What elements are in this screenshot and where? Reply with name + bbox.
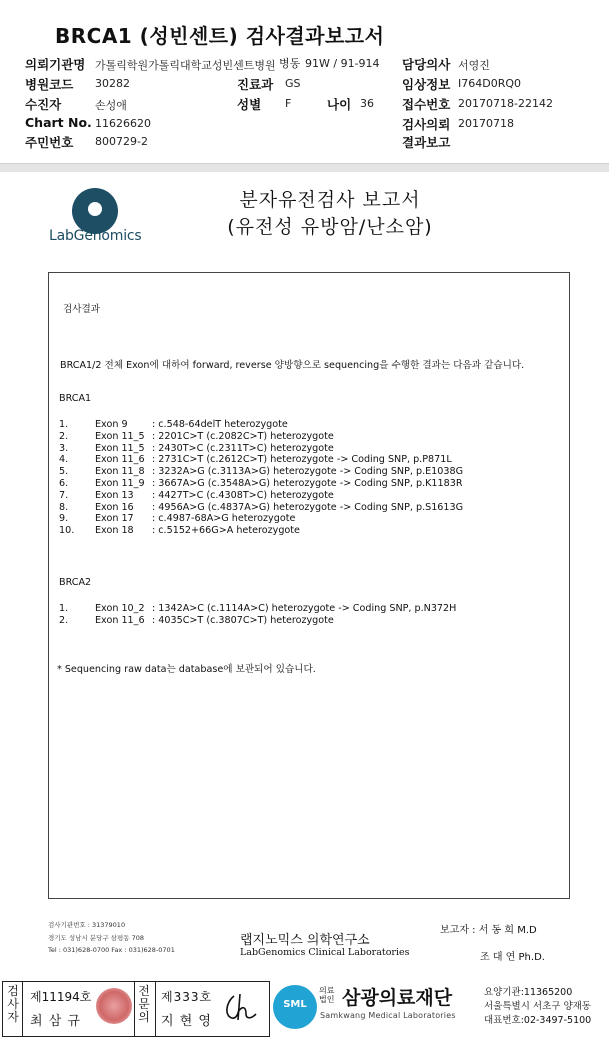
list-item: 4. Exon 11_6 : 2731C>T (c.2612C>T) heterozygote -> Coding SNP, p.P871L: [59, 454, 452, 466]
value-receipt-no: 20170718-22142: [458, 97, 553, 110]
inspector-label: 검 사 자: [7, 984, 19, 1024]
brca2-list: [59, 603, 456, 627]
label-clinical-info: 임상정보: [402, 77, 451, 92]
document-title-line2: (유전성 유방암/난소암): [227, 216, 433, 238]
foundation-name-en: Samkwang Medical Laboratories: [320, 1011, 456, 1020]
intro-text: BRCA1/2 전체 Exon에 대하여 forward, reverse 양방향으로 sequencing을 수행한 결과는 다음과 같습니다.: [60, 360, 525, 371]
list-item: 1. Exon 9 : c.548-64delT heterozygote: [59, 419, 288, 430]
value-department: GS: [285, 77, 301, 90]
inspector-name: 최 삼 규: [30, 1014, 81, 1029]
foundation-address: 서울특별시 서초구 양재동: [484, 1001, 591, 1012]
label-request-date: 검사의뢰: [402, 117, 451, 132]
representative-phone: 대표번호:02-3497-5100: [484, 1015, 592, 1026]
signature-icon: [220, 990, 260, 1026]
divider: [155, 982, 156, 1036]
list-item: 1. Exon 10_2 : 1342A>C (c.1114A>C) heterozygote -> Coding SNP, p.N372H: [59, 603, 457, 614]
list-item: 6. Exon 11_9 : 3667A>G (c.3548A>G) heterozygote -> Coding SNP, p.K1183R: [59, 477, 463, 489]
value-institution: 가톨릭학원가톨릭대학교성빈센트병원: [95, 59, 276, 72]
brca2-heading: BRCA2: [59, 577, 92, 588]
label-resident-no: 주민번호: [25, 135, 74, 150]
separator-band: [0, 164, 609, 172]
institute-name-en: LabGenomics Clinical Laboratories: [240, 947, 410, 958]
labgenomics-logo-text: LabGenomics: [49, 228, 142, 244]
list-item: 5. Exon 11_8 : 3232A>G (c.3113A>G) heterozygote -> Coding SNP, p.E1038G: [59, 466, 464, 478]
value-resident-no: 800729-2: [95, 135, 148, 148]
divider: [22, 982, 23, 1036]
lab-phone: Tel : 031)628-0700 Fax : 031)628-0701: [48, 946, 175, 954]
divider: [134, 982, 135, 1036]
brca1-list: [59, 419, 463, 537]
list-item: 8. Exon 16 : 4956A>G (c.4837A>G) heterozygote -> Coding SNP, p.S1613G: [59, 501, 464, 513]
value-sex: F: [285, 97, 292, 110]
report-title: BRCA1 (성빈센트) 검사결과보고서: [55, 24, 385, 48]
document-title: [215, 187, 445, 241]
label-institution: 의뢰기관명: [25, 57, 86, 72]
brca1-heading: BRCA1: [59, 393, 92, 404]
specialist-name: 지 현 영: [161, 1014, 212, 1029]
value-age: 36: [360, 97, 374, 110]
reviewer: 조 대 연 Ph.D.: [480, 952, 545, 963]
list-item: 9. Exon 17 : c.4987-68A>G heterozygote: [59, 513, 296, 525]
list-item: 10. Exon 18 : c.5152+66G>A heterozygote: [59, 525, 300, 537]
inspector-number: 제11194호: [30, 990, 92, 1004]
value-patient: 손성애: [95, 99, 127, 112]
label-chart-no: Chart No.: [25, 115, 92, 130]
sml-logo-icon: SML: [273, 985, 317, 1029]
raw-data-note: * Sequencing raw data는 database에 보관되어 있습니다.: [57, 664, 316, 675]
foundation-prefix: 의료 법인: [319, 986, 335, 1004]
institute-name-kr: 랩지노믹스 의학연구소: [240, 933, 370, 948]
label-receipt-no: 접수번호: [402, 97, 451, 112]
document-title-line1: 분자유전검사 보고서: [239, 189, 421, 211]
label-age: 나이: [327, 97, 352, 112]
label-patient: 수진자: [25, 97, 62, 112]
value-chart-no: 11626620: [95, 117, 151, 130]
label-sex: 성별: [237, 97, 262, 112]
value-request-date: 20170718: [458, 117, 514, 130]
seal-icon: [96, 988, 132, 1024]
org-number: 검사기관번호 : 31379010: [48, 921, 126, 929]
list-item: 2. Exon 11_6 : 4035C>T (c.3807C>T) heterozygote: [59, 615, 334, 626]
value-hospital-code: 30282: [95, 77, 130, 90]
value-doctor: 서영진: [458, 59, 490, 72]
label-ward: 병동: [279, 57, 301, 70]
care-institution-code: 요양기관:11365200: [484, 987, 573, 998]
specialist-number: 제333호: [161, 990, 213, 1004]
label-result-report: 결과보고: [402, 135, 451, 150]
list-item: 3. Exon 11_5 : 2430T>C (c.2311T>C) heterozygote: [59, 442, 334, 454]
foundation-name: 삼광의료재단: [342, 987, 453, 1009]
lab-address: 경기도 성남시 분당구 삼평동 708: [48, 934, 145, 942]
value-clinical-info: I764D0RQ0: [458, 77, 522, 90]
value-ward: 91W / 91-914: [305, 57, 380, 70]
section-title: 검사결과: [63, 304, 101, 315]
label-department: 진료과: [237, 77, 274, 92]
list-item: 2. Exon 11_5 : 2201C>T (c.2082C>T) heterozygote: [59, 430, 334, 442]
specialist-label: 전 문 의: [138, 984, 150, 1024]
label-doctor: 담당의사: [402, 57, 451, 72]
label-hospital-code: 병원코드: [25, 77, 74, 92]
list-item: 7. Exon 13 : 4427T>C (c.4308T>C) heterozygote: [59, 489, 334, 501]
reporter: 보고자 : 서 동 희 M.D: [440, 925, 537, 936]
